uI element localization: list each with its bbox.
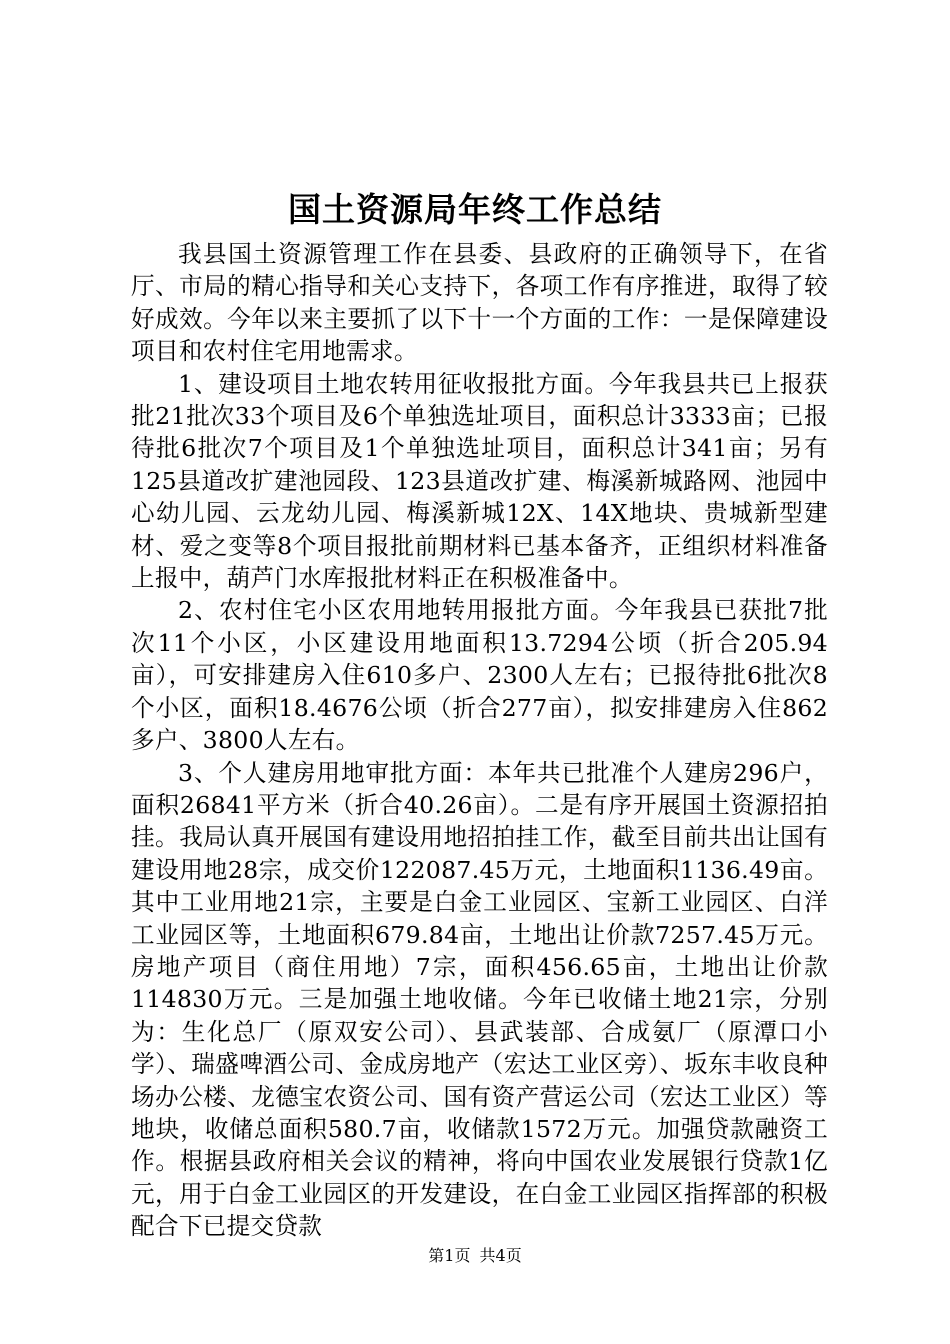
- page-number: 第1页: [428, 1246, 471, 1265]
- page-total: 共4页: [479, 1246, 522, 1265]
- paragraph-personal-housing: 3、个人建房用地审批方面：本年共已批准个人建房296户，面积26841平方米（折合40.26亩）。二是有序开展国土资源招拍挂。我局认真开展国有建设用地招拍挂工作，截至目前共出让国有建设用地28宗，成交价122087.45万元，土地面积1136.49亩。其中工业用地21宗，主要是白金工业园区、宝新工业园区、白洋工业园区等，土地面积679.84亩，土地出让价款7257.45万元。房地产项目（商住用地）7宗，面积456.65亩，土地出让价款114830万元。三是加强土地收储。今年已收储土地21宗，分别为：生化总厂（原双安公司）、县武装部、合成氨厂（原潭口小学）、瑞盛啤酒公司、金成房地产（宏达工业区旁）、坂东丰收良种场办公楼、龙德宝农资公司、国有资产营运公司（宏达工业区）等地块，收储总面积580.7亩，收储款1572万元。加强贷款融资工作。根据县政府相关会议的精神，将向中国农业发展银行贷款1亿元，用于白金工业园区的开发建设，在白金工业园区指挥部的积极配合下已提交贷款: [131, 758, 828, 1241]
- paragraph-rural-housing: 2、农村住宅小区农用地转用报批方面。今年我县已获批7批次11个小区，小区建设用地面积13.7294公顷（折合205.94亩），可安排建房入住610多户、2300人左右；已报待批6批次8个小区，面积18.4676公顷（折合277亩），拟安排建房入住862多户、3800人左右。: [131, 596, 828, 755]
- paragraph-intro: 我县国土资源管理工作在县委、县政府的正确领导下，在省厅、市局的精心指导和关心支持下，各项工作有序推进，取得了较好成效。今年以来主要抓了以下十一个方面的工作：一是保障建设项目和农村住宅用地需求。: [131, 240, 828, 366]
- page-title: 国土资源局年终工作总结: [288, 190, 662, 229]
- page-footer: [0, 1246, 950, 1266]
- paragraph-construction-projects: 1、建设项目土地农转用征收报批方面。今年我县共已上报获批21批次33个项目及6个单独选址项目，面积总计3333亩；已报待批6批次7个项目及1个单独选址项目，面积总计341亩；另有125县道改扩建池园段、123县道改扩建、梅溪新城路网、池园中心幼儿园、云龙幼儿园、梅溪新城12X、14X地块、贵城新型建材、爱之变等8个项目报批前期材料已基本备齐，正组织材料准备上报中，葫芦门水库报批材料正在积极准备中。: [131, 369, 828, 593]
- document-body: [131, 238, 828, 1243]
